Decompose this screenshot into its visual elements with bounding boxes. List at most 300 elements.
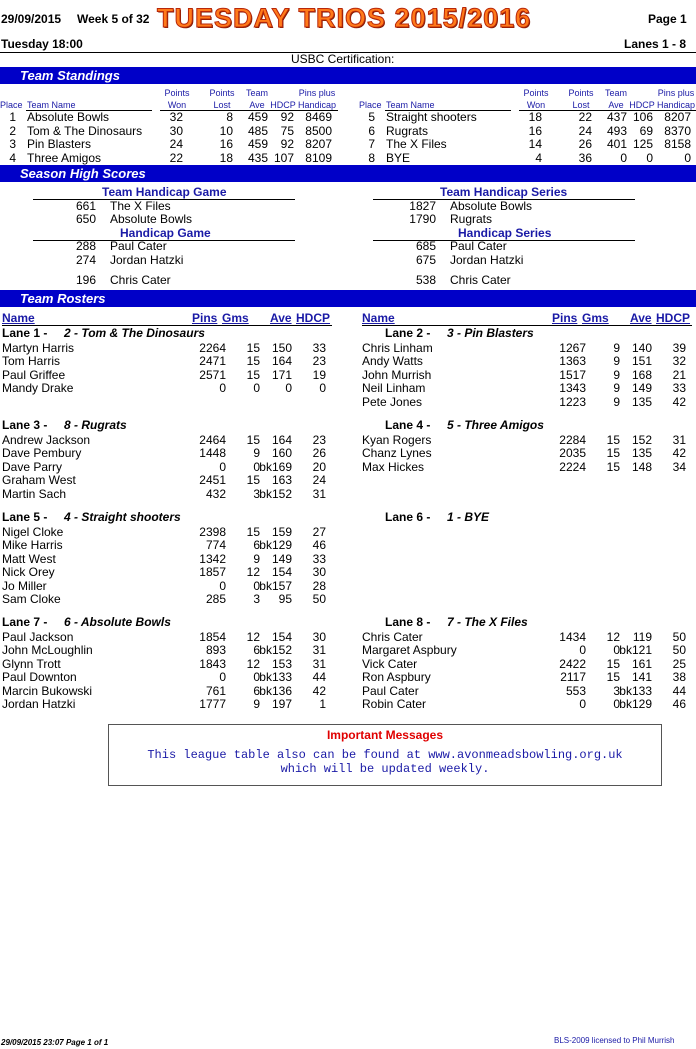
pins-plus-cell: 8370 <box>664 123 691 138</box>
player-name: Chris Linham <box>362 341 433 355</box>
player-games: 3 <box>253 486 260 501</box>
team-name-cell: Three Amigos <box>27 150 102 165</box>
points-won-header: Points <box>523 88 549 98</box>
player-hdcp: 46 <box>312 538 326 553</box>
team-hdcp-cell: 125 <box>632 137 653 151</box>
points-won-cell: 24 <box>169 137 183 151</box>
player-pins: 2284 <box>559 433 586 447</box>
player-games: 15 <box>606 459 620 474</box>
player-hdcp: 20 <box>312 459 326 474</box>
player-pins: 0 <box>579 643 586 658</box>
player-name: Kyan Rogers <box>362 433 432 447</box>
high-score-value: 274 <box>75 253 96 267</box>
pins-plus-cell: 8109 <box>305 150 332 165</box>
player-name: Paul Downton <box>2 670 77 685</box>
pins-plus-header: Handicap <box>297 100 337 110</box>
player-name: Martin Sach <box>2 486 67 501</box>
player-name: Marcin Bukowski <box>2 683 93 698</box>
lane-label: Lane 6 - <box>385 510 431 524</box>
player-average: bk136 <box>259 683 292 698</box>
player-games: 15 <box>246 525 260 539</box>
team-hdcp-cell: 92 <box>280 110 294 124</box>
player-name: Max Hickes <box>362 459 425 474</box>
lane-team-name: 4 - Straight shooters <box>64 510 181 524</box>
points-won-cell: 32 <box>169 110 183 124</box>
player-hdcp: 19 <box>312 367 326 382</box>
player-average: 168 <box>631 367 652 382</box>
player-pins: 1448 <box>199 446 226 461</box>
roster-hdcp-header: HDCP <box>296 311 331 325</box>
week-label: Week 5 of 32 <box>77 12 150 26</box>
points-won-cell: 18 <box>528 110 542 124</box>
player-pins: 0 <box>219 578 226 593</box>
report-title: TUESDAY TRIOS 2015/2016 <box>157 3 532 33</box>
player-average: 151 <box>631 354 652 369</box>
roster-ave-header: Ave <box>630 311 652 325</box>
player-average: bk121 <box>619 643 652 658</box>
player-name: Paul Jackson <box>2 630 74 644</box>
player-name: John McLoughlin <box>2 643 93 658</box>
player-name: Graham West <box>2 473 76 488</box>
player-pins: 2422 <box>559 656 586 671</box>
high-score-name: The X Files <box>110 199 171 213</box>
points-won-cell: 14 <box>528 137 542 151</box>
player-average: bk157 <box>259 578 292 593</box>
place-cell: 1 <box>9 110 16 124</box>
player-average: 148 <box>631 459 652 474</box>
pins-plus-header: Pins plus <box>298 88 336 98</box>
place-cell: 6 <box>368 123 375 138</box>
lane-team-name: 7 - The X Files <box>447 615 528 629</box>
player-average: 197 <box>271 697 292 711</box>
player-pins: 2464 <box>199 433 226 447</box>
high-score-value: 196 <box>75 273 96 287</box>
team-ave-cell: 0 <box>620 150 627 165</box>
player-pins: 2117 <box>560 670 586 685</box>
player-games: 15 <box>246 367 260 382</box>
hdcp-header: HDCP <box>270 100 296 110</box>
player-games: 15 <box>246 473 260 488</box>
player-hdcp: 50 <box>312 592 326 606</box>
player-name: Mike Harris <box>2 538 63 553</box>
player-hdcp: 24 <box>312 473 326 488</box>
team-name-cell: The X Files <box>386 137 447 151</box>
player-pins: 2224 <box>559 459 586 474</box>
player-name: Martyn Harris <box>2 341 75 355</box>
player-hdcp: 39 <box>672 341 686 355</box>
player-hdcp: 1 <box>319 697 326 711</box>
player-average: 140 <box>631 341 652 355</box>
pins-plus-header: Pins plus <box>657 88 695 98</box>
pins-plus-cell: 8158 <box>664 137 691 151</box>
player-average: bk129 <box>259 538 292 553</box>
player-pins: 2451 <box>199 473 226 488</box>
player-games: 9 <box>253 446 260 461</box>
player-games: 3 <box>253 592 260 606</box>
lane-team-name: 1 - BYE <box>447 510 490 524</box>
player-hdcp: 30 <box>312 630 326 644</box>
lane-label: Lane 7 - <box>2 615 48 629</box>
team-name-cell: Straight shooters <box>386 110 477 124</box>
player-average: 150 <box>271 341 292 355</box>
player-games: 0 <box>253 381 260 396</box>
player-pins: 2471 <box>199 354 226 369</box>
player-hdcp: 30 <box>312 565 326 580</box>
high-score-value: 675 <box>415 253 436 267</box>
player-pins: 1434 <box>559 630 586 644</box>
player-games: 15 <box>246 354 260 369</box>
player-pins: 0 <box>219 670 226 685</box>
footer-timestamp: 29/09/2015 23:07 Page 1 of 1 <box>1 1038 109 1047</box>
player-name: Ron Aspbury <box>362 670 431 685</box>
player-name: Dave Pembury <box>2 446 82 461</box>
high-score-value: 661 <box>75 199 96 213</box>
footer-license: BLS-2009 licensed to Phil Murrish <box>554 1036 675 1045</box>
player-pins: 1777 <box>199 697 226 711</box>
pins-plus-cell: 8500 <box>305 123 332 138</box>
player-name: Andy Watts <box>362 354 423 369</box>
points-won-header: Points <box>164 88 190 98</box>
player-name: Tom Harris <box>2 354 61 369</box>
high-score-name: Absolute Bowls <box>110 212 193 226</box>
player-average: 153 <box>271 656 292 671</box>
high-score-name: Chris Cater <box>110 273 171 287</box>
player-name: Paul Griffee <box>2 367 66 382</box>
player-pins: 774 <box>205 538 226 553</box>
place-cell: 3 <box>9 137 16 151</box>
team-name-header: Team Name <box>27 100 76 110</box>
place-cell: 4 <box>9 150 16 165</box>
player-average: 160 <box>271 446 292 461</box>
high-score-name: Rugrats <box>450 212 493 226</box>
pins-plus-cell: 8469 <box>305 110 332 124</box>
player-hdcp: 50 <box>672 630 686 644</box>
player-pins: 1267 <box>559 341 586 355</box>
pins-plus-cell: 0 <box>684 150 691 165</box>
player-name: Margaret Aspbury <box>362 643 457 658</box>
points-lost-cell: 10 <box>219 123 233 138</box>
points-lost-header: Points <box>209 88 235 98</box>
player-average: 95 <box>278 592 292 606</box>
roster-name-header: Name <box>2 311 35 325</box>
high-score-name: Paul Cater <box>110 239 167 253</box>
lanes-label: Lanes 1 - 8 <box>624 37 687 51</box>
player-games: 15 <box>246 433 260 447</box>
player-hdcp: 33 <box>312 551 326 566</box>
pins-plus-cell: 8207 <box>305 137 332 151</box>
player-games: 9 <box>613 354 620 369</box>
lane-label: Lane 1 - <box>2 326 48 340</box>
points-lost-cell: 24 <box>578 123 592 138</box>
player-hdcp: 44 <box>672 683 686 698</box>
certification-label: USBC Certification: <box>291 52 395 66</box>
player-pins: 553 <box>565 683 586 698</box>
player-pins: 1223 <box>559 394 586 409</box>
player-name: Chanz Lynes <box>362 446 432 461</box>
player-games: 0 <box>253 459 260 474</box>
place-cell: 2 <box>9 123 16 138</box>
player-pins: 1857 <box>199 565 226 580</box>
team-name-cell: Rugrats <box>386 123 429 138</box>
player-pins: 1343 <box>559 381 586 396</box>
player-name: Dave Parry <box>2 459 63 474</box>
player-average: 119 <box>632 630 652 644</box>
team-ave-cell: 437 <box>606 110 627 124</box>
standings-section-bar <box>0 67 696 84</box>
player-hdcp: 27 <box>312 525 326 539</box>
team-ave-header: Ave <box>249 100 265 110</box>
team-name-cell: BYE <box>386 150 411 165</box>
player-hdcp: 42 <box>672 446 686 461</box>
player-games: 0 <box>253 578 260 593</box>
lane-team-name: 8 - Rugrats <box>64 418 127 432</box>
player-games: 6 <box>253 643 260 658</box>
hdcp-header: HDCP <box>629 100 655 110</box>
team-name-cell: Pin Blasters <box>27 137 92 151</box>
team-hdcp-cell: 0 <box>646 150 653 165</box>
player-pins: 1843 <box>199 656 226 671</box>
player-average: 135 <box>631 446 652 461</box>
points-lost-cell: 8 <box>226 110 233 124</box>
points-won-cell: 30 <box>169 123 183 138</box>
player-name: Neil Linham <box>362 381 426 396</box>
team-ave-cell: 459 <box>247 137 268 151</box>
player-games: 0 <box>613 697 620 711</box>
lane-label: Lane 2 - <box>385 326 431 340</box>
player-average: 141 <box>631 670 652 685</box>
points-won-header: Won <box>167 100 187 110</box>
player-average: bk169 <box>259 459 292 474</box>
team-name-cell: Tom & The Dinosaurs <box>27 123 143 138</box>
team-hdcp-cell: 107 <box>273 150 294 165</box>
player-games: 6 <box>253 683 260 698</box>
player-hdcp: 31 <box>312 643 326 658</box>
high-score-name: Absolute Bowls <box>450 199 533 213</box>
roster-ave-header: Ave <box>270 311 292 325</box>
player-hdcp: 23 <box>312 354 326 369</box>
page-label: Page 1 <box>648 12 687 26</box>
player-average: 154 <box>271 630 292 644</box>
points-lost-header: Lost <box>572 100 590 110</box>
lane-label: Lane 3 - <box>2 418 48 432</box>
player-hdcp: 42 <box>312 683 326 698</box>
important-messages-box <box>108 724 662 786</box>
lane-team-name: 3 - Pin Blasters <box>447 326 534 340</box>
player-games: 12 <box>606 630 620 644</box>
player-average: 135 <box>631 394 652 409</box>
team-name-header: Team Name <box>386 100 435 110</box>
pins-plus-cell: 8207 <box>664 110 691 124</box>
points-lost-header: Lost <box>213 100 231 110</box>
player-games: 9 <box>613 381 620 396</box>
player-hdcp: 0 <box>319 381 326 396</box>
high-score-name: Paul Cater <box>450 239 507 253</box>
player-average: bk129 <box>619 697 652 711</box>
player-hdcp: 26 <box>312 446 326 461</box>
player-name: Vick Cater <box>362 656 418 671</box>
points-lost-cell: 16 <box>219 137 233 151</box>
points-won-cell: 4 <box>535 150 542 165</box>
team-ave-cell: 493 <box>606 123 627 138</box>
player-games: 9 <box>613 394 620 409</box>
lane-team-name: 2 - Tom & The Dinosaurs <box>64 326 205 340</box>
player-average: bk152 <box>259 643 292 658</box>
day-time: Tuesday 18:00 <box>1 37 83 51</box>
player-hdcp: 46 <box>672 697 686 711</box>
high-score-value: 650 <box>75 212 96 226</box>
player-average: 171 <box>271 367 292 382</box>
player-hdcp: 33 <box>312 341 326 355</box>
player-name: Jo Miller <box>2 578 47 593</box>
high-score-name: Jordan Hatzki <box>110 253 184 267</box>
player-hdcp: 21 <box>672 367 686 382</box>
player-games: 12 <box>246 656 260 671</box>
player-pins: 0 <box>219 381 226 396</box>
points-lost-cell: 18 <box>219 150 233 165</box>
player-average: bk133 <box>619 683 652 698</box>
player-pins: 2398 <box>199 525 226 539</box>
player-games: 15 <box>606 433 620 447</box>
player-hdcp: 50 <box>672 643 686 658</box>
player-games: 15 <box>606 670 620 685</box>
player-games: 9 <box>613 341 620 355</box>
player-pins: 0 <box>219 459 226 474</box>
points-lost-cell: 36 <box>578 150 592 165</box>
player-pins: 1854 <box>199 630 226 644</box>
team-ave-cell: 401 <box>606 137 627 151</box>
player-name: Nigel Cloke <box>2 525 64 539</box>
player-hdcp: 44 <box>312 670 326 685</box>
player-name: John Murrish <box>362 367 432 382</box>
team-name-cell: Absolute Bowls <box>27 110 110 124</box>
report-date: 29/09/2015 <box>1 12 62 26</box>
handicap-series-title: Handicap Series <box>458 226 552 240</box>
player-pins: 2035 <box>559 446 586 461</box>
player-average: 0 <box>285 381 292 396</box>
place-cell: 7 <box>368 137 375 151</box>
team-handicap-game-title: Team Handicap Game <box>102 185 227 199</box>
points-lost-cell: 22 <box>578 110 592 124</box>
place-cell: 5 <box>368 110 375 124</box>
player-average: 149 <box>631 381 652 396</box>
team-hdcp-cell: 69 <box>639 123 653 138</box>
team-handicap-series-title: Team Handicap Series <box>440 185 568 199</box>
high-score-value: 685 <box>415 239 436 253</box>
player-games: 12 <box>246 630 260 644</box>
place-header: Place <box>359 100 382 110</box>
handicap-game-title: Handicap Game <box>120 226 211 240</box>
roster-name-header: Name <box>362 311 395 325</box>
high-score-value: 1827 <box>409 199 436 213</box>
standings-section-title: Team Standings <box>20 68 120 83</box>
lane-team-name: 6 - Absolute Bowls <box>64 615 171 629</box>
rosters-section-bar <box>0 290 696 307</box>
points-lost-header: Points <box>568 88 594 98</box>
player-hdcp: 32 <box>672 354 686 369</box>
player-games: 9 <box>253 551 260 566</box>
pins-plus-header: Handicap <box>656 100 696 110</box>
player-games: 0 <box>613 643 620 658</box>
points-won-cell: 16 <box>528 123 542 138</box>
important-messages-title: Important Messages <box>326 728 444 742</box>
player-average: 161 <box>631 656 652 671</box>
important-messages-text: This league table also can be found at www.avonmeadsbowling.org.uk which will be updated weekly. <box>147 748 623 776</box>
player-hdcp: 42 <box>672 394 686 409</box>
player-average: 154 <box>271 565 292 580</box>
place-cell: 8 <box>368 150 375 165</box>
lane-label: Lane 8 - <box>385 615 431 629</box>
player-hdcp: 31 <box>312 656 326 671</box>
roster-hdcp-header: HDCP <box>656 311 691 325</box>
team-ave-cell: 435 <box>247 150 268 165</box>
player-average: 163 <box>271 473 292 488</box>
player-hdcp: 23 <box>312 433 326 447</box>
high-score-value: 538 <box>415 273 436 287</box>
player-hdcp: 25 <box>672 656 686 671</box>
player-name: Chris Cater <box>362 630 423 644</box>
player-pins: 893 <box>205 643 226 658</box>
player-pins: 1517 <box>559 367 586 382</box>
player-games: 9 <box>613 367 620 382</box>
player-hdcp: 31 <box>312 486 326 501</box>
roster-games-header: Gms <box>222 311 249 325</box>
team-hdcp-cell: 92 <box>280 137 294 151</box>
player-games: 9 <box>253 697 260 711</box>
player-name: Jordan Hatzki <box>2 697 76 711</box>
player-average: 149 <box>271 551 292 566</box>
roster-pins-header: Pins <box>192 311 218 325</box>
player-hdcp: 31 <box>672 433 686 447</box>
player-games: 15 <box>606 656 620 671</box>
player-name: Nick Orey <box>2 565 55 580</box>
player-hdcp: 33 <box>672 381 686 396</box>
player-games: 12 <box>246 565 260 580</box>
player-games: 6 <box>253 538 260 553</box>
team-hdcp-cell: 75 <box>280 123 294 138</box>
team-ave-header: Team <box>604 88 627 98</box>
team-hdcp-cell: 106 <box>632 110 653 124</box>
points-lost-cell: 26 <box>578 137 592 151</box>
high-score-value: 288 <box>75 239 96 253</box>
team-ave-cell: 459 <box>247 110 268 124</box>
high-score-value: 1790 <box>409 212 436 226</box>
player-hdcp: 28 <box>312 578 326 593</box>
lane-label: Lane 5 - <box>2 510 48 524</box>
player-pins: 1363 <box>559 354 586 369</box>
team-ave-cell: 485 <box>247 123 268 138</box>
player-average: 164 <box>271 354 292 369</box>
player-name: Pete Jones <box>362 394 423 409</box>
roster-pins-header: Pins <box>552 311 578 325</box>
player-hdcp: 34 <box>672 459 686 474</box>
player-games: 15 <box>246 341 260 355</box>
player-average: 164 <box>271 433 292 447</box>
points-won-header: Won <box>526 100 546 110</box>
player-games: 15 <box>606 446 620 461</box>
team-ave-header: Team <box>245 88 268 98</box>
player-pins: 432 <box>205 486 226 501</box>
player-pins: 1342 <box>199 551 226 566</box>
player-name: Mandy Drake <box>2 381 74 396</box>
player-average: bk152 <box>259 486 292 501</box>
player-pins: 285 <box>205 592 226 606</box>
player-games: 0 <box>253 670 260 685</box>
player-name: Paul Cater <box>362 683 419 698</box>
player-games: 3 <box>613 683 620 698</box>
player-pins: 761 <box>205 683 226 698</box>
player-average: 152 <box>631 433 652 447</box>
points-won-cell: 22 <box>169 150 183 165</box>
